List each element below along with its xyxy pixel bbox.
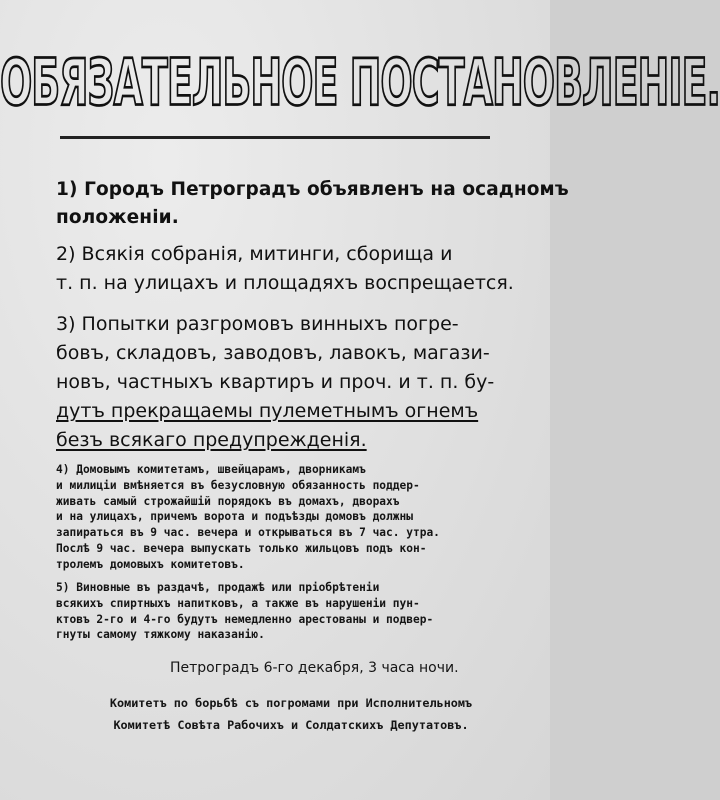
paragraph-5-line: ктовъ 2-го и 4-го будутъ немедленно арестованы и подвер-: [56, 612, 434, 626]
poster-title: ОБЯЗАТЕЛЬНОЕ ПОСТАНОВЛЕНІЕ.: [0, 45, 720, 120]
title-underline: [60, 136, 490, 139]
paragraph-3-line: бовъ, складовъ, заводовъ, лавокъ, магази-: [56, 342, 490, 364]
paragraph-2: [56, 240, 526, 298]
paragraph-1-line: положеніи.: [56, 207, 179, 228]
paragraph-4-line: тролемъ домовыхъ комитетовъ.: [56, 557, 245, 571]
committee-signature: [56, 692, 526, 736]
paragraph-4-line: Послѣ 9 час. вечера выпускать только жильцовъ подъ кон-: [56, 541, 427, 555]
paragraph-4-line: запираться въ 9 час. вечера и открываться въ 7 час. утра.: [56, 526, 440, 540]
paragraph-4: [56, 462, 528, 573]
committee-line: Комитетъ по борьбѣ съ погромами при Исполнительномъ: [109, 696, 473, 710]
paragraph-2-line: 2) Всякія собранія, митинги, сборища и: [56, 243, 453, 265]
paragraph-4-line: живать самый строжайшій порядокъ въ домахъ, дворахъ: [56, 494, 400, 508]
paragraph-1: [56, 176, 569, 232]
paragraph-3: [56, 310, 526, 455]
paragraph-4-line: и милиціи вмѣняется въ безусловную обязанность поддер-: [56, 478, 420, 492]
paragraph-3-line: 3) Попытки разгромовъ винныхъ погре-: [56, 313, 459, 335]
issue-date: Петроградъ 6-го декабря, 3 часа ночи.: [170, 660, 459, 676]
paragraph-2-line: т. п. на улицахъ и площадяхъ воспрещается.: [56, 272, 514, 294]
paragraph-5: [56, 580, 528, 643]
paragraph-4-line: 4) Домовымъ комитетамъ, швейцарамъ, дворникамъ: [56, 463, 366, 476]
paragraph-3-line-underlined: дутъ прекращаемы пулеметнымъ огнемъ: [56, 400, 479, 422]
paragraph-5-line: всякихъ спиртныхъ напитковъ, а также въ нарушеніи пун-: [56, 596, 420, 610]
paragraph-3-line: новъ, частныхъ квартиръ и проч. и т. п. бу-: [56, 371, 495, 393]
paragraph-5-line: 5) Виновные въ раздачѣ, продажѣ или пріобрѣтеніи: [56, 581, 380, 594]
paragraph-1-line: 1) Городъ Петроградъ объявленъ на осадномъ: [56, 179, 569, 200]
paragraph-3-line-underlined: безъ всякаго предупрежденія.: [56, 429, 367, 451]
paragraph-4-line: и на улицахъ, причемъ ворота и подъѣзды домовъ должны: [56, 510, 413, 524]
paragraph-5-line: гнуты самому тяжкому наказанію.: [56, 628, 265, 642]
committee-line: Комитетѣ Совѣта Рабочихъ и Солдатскихъ Депутатовъ.: [113, 718, 469, 732]
